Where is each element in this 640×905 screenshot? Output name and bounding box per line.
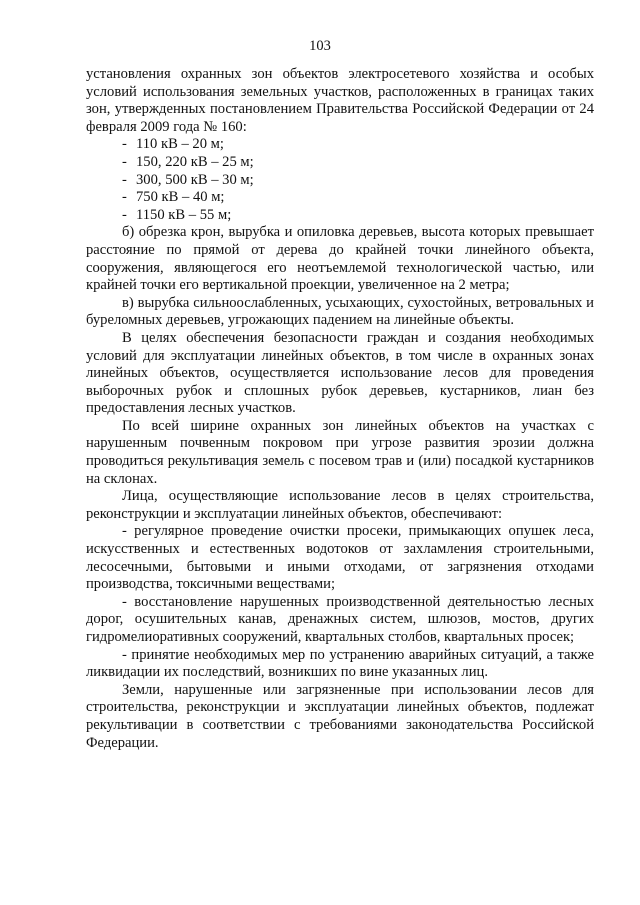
obligation-cleaning-paragraph: - регулярное проведение очистки просеки, примыкающих опушек леса, искусственных и естественных водотоков от захламления строительными, лесосечными, бытовыми и иными отходами, от загрязнения отходами производства, токсичными веществами;: [86, 523, 594, 593]
obligation-emergency-paragraph: - принятие необходимых мер по устранению аварийных ситуаций, а также ликвидации их последствий, возникших по вине указанных лиц.: [86, 646, 594, 681]
page-body: [86, 66, 594, 752]
safety-paragraph: В целях обеспечения безопасности граждан и создания необходимых условий для эксплуатации линейных объектов, в том числе в охранных зонах линейных объектов, осуществляется использование лесов для проведения выборочных рубок и сплошных рубок деревьев, кустарников, лиан без предоставления лесных участков.: [86, 329, 594, 417]
voltage-item: [122, 136, 594, 154]
dash-bullet: -: [122, 153, 127, 170]
voltage-item-text: 750 кВ – 40 м;: [136, 189, 225, 206]
voltage-item-text: 300, 500 кВ – 30 м;: [136, 171, 254, 188]
voltage-item-text: 150, 220 кВ – 25 м;: [136, 153, 254, 170]
obligation-restoration-paragraph: - восстановление нарушенных производственной деятельностью лесных дорог, осушительных канав, дренажных систем, шлюзов, мостов, других гидромелиоративных сооружений, квартальных столбов, квартальных просек;: [86, 593, 594, 645]
page-number: 103: [309, 38, 331, 54]
voltage-item: [122, 172, 594, 190]
voltage-item-text: 1150 кВ – 55 м;: [136, 206, 232, 223]
intro-paragraph: установления охранных зон объектов электросетевого хозяйства и особых условий использования земельных участков, расположенных в границах таких зон, утвержденных постановлением Правительства Российской Федерации от 24 февраля 2009 года № 160:: [86, 66, 594, 135]
dash-bullet: -: [122, 171, 127, 188]
dash-bullet: -: [122, 136, 127, 153]
lands-paragraph: Земли, нарушенные или загрязненные при использовании лесов для строительства, реконструкции и эксплуатации линейных объектов, подлежат рекультивации в соответствии с требованиями законодательства Российской Федерации.: [86, 681, 594, 751]
item-v-paragraph: в) вырубка сильноослабленных, усыхающих, сухостойных, ветровальных и буреломных деревьев, угрожающих падением на линейные объекты.: [86, 294, 594, 329]
recultivation-paragraph: По всей ширине охранных зон линейных объектов на участках с нарушенным почвенным покровом при угрозе развития эрозии должна проводиться рекультивация земель с посевом трав и (или) посадкой кустарников на склонах.: [86, 417, 594, 487]
item-b-paragraph: б) обрезка крон, вырубка и опиловка деревьев, высота которых превышает расстояние по прямой от дерева до крайней точки линейного объекта, сооружения, являющегося его неотъемлемой технологической частью, или крайней точки его вертикальной проекции, увеличенное на 2 метра;: [86, 224, 594, 294]
dash-bullet: -: [122, 189, 127, 206]
obligations-intro-paragraph: Лица, осуществляющие использование лесов в целях строительства, реконструкции и эксплуатации линейных объектов, обеспечивают:: [86, 488, 594, 522]
voltage-item-text: 110 кВ – 20 м;: [136, 136, 224, 153]
voltage-item: [122, 154, 594, 172]
voltage-item: [122, 207, 594, 225]
dash-bullet: -: [122, 206, 127, 223]
voltage-item: [122, 189, 594, 207]
